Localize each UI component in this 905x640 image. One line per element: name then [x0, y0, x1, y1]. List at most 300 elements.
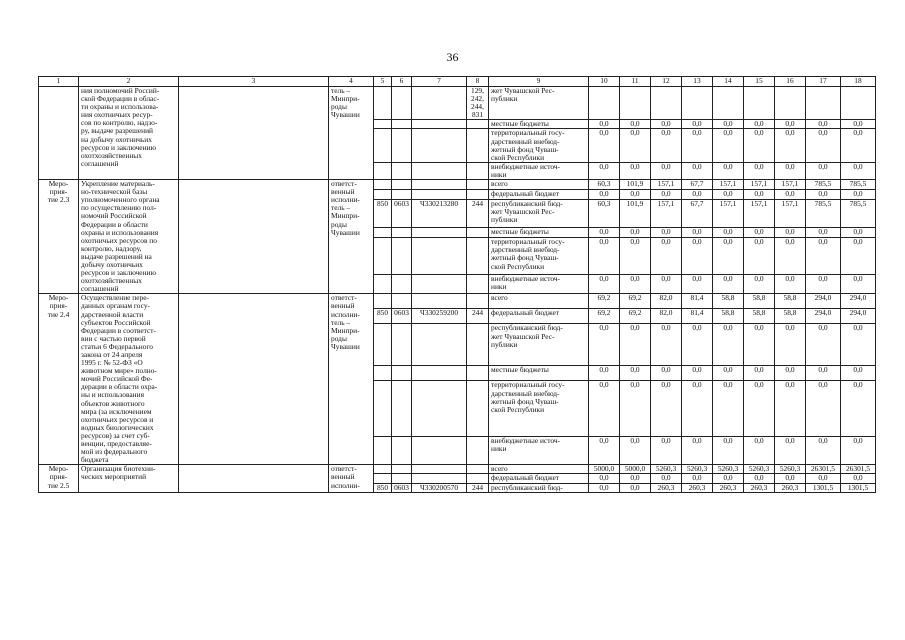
column-header: 7 [412, 77, 467, 87]
expense-type-cell [467, 120, 489, 129]
amount-cell: 0,0 [744, 275, 775, 294]
amount-cell: 0,0 [620, 474, 651, 483]
amount-cell: 0,0 [806, 120, 841, 129]
target-article-cell [412, 162, 467, 179]
target-article-cell [412, 381, 467, 436]
amount-cell: 0,0 [651, 228, 682, 238]
table-row [39, 87, 876, 120]
amount-cell: 0,0 [744, 238, 775, 275]
section-cell [392, 190, 412, 200]
grbs-cell: 850 [374, 200, 392, 228]
amount-cell: 0,0 [651, 129, 682, 162]
amount-cell: 0,0 [589, 120, 620, 129]
amount-cell: 0,0 [841, 162, 876, 179]
amount-cell: 0,0 [589, 238, 620, 275]
amount-cell: 0,0 [682, 275, 713, 294]
amount-cell: 60,3 [589, 180, 620, 190]
amount-cell: 0,0 [841, 120, 876, 129]
column-header: 12 [651, 77, 682, 87]
section-cell [392, 474, 412, 483]
amount-cell: 0,0 [775, 324, 806, 366]
amount-cell: 260,3 [775, 483, 806, 492]
column-header: 13 [682, 77, 713, 87]
amount-cell: 0,0 [775, 474, 806, 483]
amount-cell: 0,0 [841, 381, 876, 436]
amount-cell: 785,5 [806, 180, 841, 190]
amount-cell: 0,0 [651, 120, 682, 129]
target-article-cell [412, 180, 467, 190]
grbs-cell [374, 228, 392, 238]
amount-cell: 0,0 [713, 275, 744, 294]
amount-cell: 0,0 [744, 129, 775, 162]
activity-number-cell [39, 87, 79, 180]
grbs-cell [374, 162, 392, 179]
amount-cell: 0,0 [775, 275, 806, 294]
grbs-cell [374, 190, 392, 200]
grbs-cell [374, 87, 392, 120]
amount-cell: 0,0 [806, 366, 841, 381]
target-article-cell [412, 190, 467, 200]
amount-cell: 67,7 [682, 200, 713, 228]
amount-cell: 0,0 [841, 238, 876, 275]
funding-source-cell: внебюджетные источ- ники [489, 275, 589, 294]
amount-cell: 0,0 [589, 474, 620, 483]
amount-cell: 0,0 [713, 381, 744, 436]
amount-cell: 785,5 [841, 200, 876, 228]
amount-cell: 58,8 [744, 309, 775, 324]
expense-type-cell [467, 228, 489, 238]
page-number: 36 [446, 50, 459, 64]
amount-cell: 0,0 [806, 474, 841, 483]
section-cell: 0603 [392, 309, 412, 324]
amount-cell: 0,0 [589, 129, 620, 162]
target-article-cell [412, 120, 467, 129]
funding-source-cell: жет Чувашской Рес- публики [489, 87, 589, 120]
grbs-cell [374, 465, 392, 474]
funding-source-cell: местные бюджеты [489, 120, 589, 129]
grbs-cell: 850 [374, 309, 392, 324]
section-cell [392, 120, 412, 129]
amount-cell: 101,9 [620, 200, 651, 228]
funding-source-cell: территориальный госу- дарственный внебюд- жетный фонд Чуваш- ской Республики [489, 238, 589, 275]
amount-cell: 0,0 [682, 162, 713, 179]
amount-cell: 0,0 [713, 129, 744, 162]
amount-cell: 0,0 [620, 483, 651, 492]
executor-cell: ответст- венный исполни- [329, 465, 374, 492]
column-header: 11 [620, 77, 651, 87]
amount-cell: 0,0 [620, 324, 651, 366]
amount-cell: 0,0 [589, 275, 620, 294]
amount-cell: 0,0 [806, 324, 841, 366]
grbs-cell: 850 [374, 483, 392, 492]
amount-cell: 0,0 [744, 366, 775, 381]
amount-cell: 260,3 [744, 483, 775, 492]
column-header: 5 [374, 77, 392, 87]
grbs-cell [374, 436, 392, 465]
amount-cell: 294,0 [806, 309, 841, 324]
amount-cell: 157,1 [744, 200, 775, 228]
subprogram-cell [179, 180, 329, 294]
funding-source-cell: всего [489, 180, 589, 190]
amount-cell: 82,0 [651, 309, 682, 324]
target-article-cell [412, 436, 467, 465]
funding-source-cell: республиканский бюд- жет Чувашской Рес- публики [489, 200, 589, 228]
funding-source-cell: территориальный госу- дарственный внебюд- жетный фонд Чуваш- ской Республики [489, 129, 589, 162]
amount-cell: 0,0 [744, 120, 775, 129]
funding-source-cell: федеральный бюджет [489, 474, 589, 483]
table-row [39, 294, 876, 309]
column-header: 4 [329, 77, 374, 87]
header-row [39, 77, 876, 87]
subprogram-cell [179, 465, 329, 492]
amount-cell [620, 87, 651, 120]
amount-cell: 0,0 [682, 324, 713, 366]
subprogram-cell [179, 87, 329, 180]
column-header: 16 [775, 77, 806, 87]
section-cell [392, 324, 412, 366]
section-cell [392, 228, 412, 238]
amount-cell: 58,8 [713, 294, 744, 309]
amount-cell: 67,7 [682, 180, 713, 190]
amount-cell: 5260,3 [651, 465, 682, 474]
amount-cell: 0,0 [589, 381, 620, 436]
column-header: 9 [489, 77, 589, 87]
grbs-cell [374, 129, 392, 162]
amount-cell: 0,0 [806, 190, 841, 200]
target-article-cell [412, 238, 467, 275]
section-cell [392, 129, 412, 162]
target-article-cell: Ч330259200 [412, 309, 467, 324]
amount-cell: 0,0 [651, 381, 682, 436]
column-header: 17 [806, 77, 841, 87]
funding-source-cell: федеральный бюджет [489, 309, 589, 324]
funding-source-cell: всего [489, 465, 589, 474]
amount-cell [713, 87, 744, 120]
amount-cell: 0,0 [682, 474, 713, 483]
expense-type-cell [467, 294, 489, 309]
amount-cell: 157,1 [713, 180, 744, 190]
amount-cell: 0,0 [651, 162, 682, 179]
amount-cell: 0,0 [775, 366, 806, 381]
section-cell [392, 180, 412, 190]
amount-cell: 0,0 [620, 190, 651, 200]
section-cell [392, 87, 412, 120]
grbs-cell [374, 474, 392, 483]
amount-cell: 69,2 [620, 309, 651, 324]
amount-cell: 0,0 [620, 129, 651, 162]
amount-cell: 294,0 [841, 309, 876, 324]
amount-cell: 0,0 [744, 474, 775, 483]
amount-cell: 0,0 [651, 474, 682, 483]
target-article-cell [412, 228, 467, 238]
amount-cell: 260,3 [713, 483, 744, 492]
amount-cell: 26301,5 [841, 465, 876, 474]
expense-type-cell [467, 465, 489, 474]
target-article-cell: Ч330200570 [412, 483, 467, 492]
amount-cell: 58,8 [744, 294, 775, 309]
amount-cell: 0,0 [744, 324, 775, 366]
amount-cell: 0,0 [682, 238, 713, 275]
amount-cell [806, 87, 841, 120]
funding-source-cell: внебюджетные источ- ники [489, 436, 589, 465]
expense-type-cell [467, 366, 489, 381]
amount-cell: 60,3 [589, 200, 620, 228]
table-row [39, 180, 876, 190]
amount-cell: 0,0 [620, 381, 651, 436]
amount-cell: 0,0 [806, 228, 841, 238]
grbs-cell [374, 180, 392, 190]
amount-cell: 0,0 [775, 120, 806, 129]
column-header: 14 [713, 77, 744, 87]
amount-cell: 157,1 [775, 180, 806, 190]
amount-cell: 0,0 [713, 436, 744, 465]
section-cell [392, 238, 412, 275]
amount-cell: 0,0 [806, 129, 841, 162]
expense-type-cell: 244 [467, 309, 489, 324]
amount-cell: 0,0 [620, 238, 651, 275]
amount-cell: 0,0 [682, 436, 713, 465]
funding-source-cell: местные бюджеты [489, 228, 589, 238]
subprogram-cell [179, 294, 329, 465]
expense-type-cell: 129, 242, 244, 831 [467, 87, 489, 120]
amount-cell: 0,0 [744, 381, 775, 436]
column-header: 15 [744, 77, 775, 87]
activity-name-cell: ния полномочий Россий- ской Федерации в облас- ти охраны и использова- ния охотничьих ресур- сов по контролю, надзо- ру, выдаче разрешений на добычу охотничьих ресурсов и заключению охотхозяйственных соглашений [79, 87, 179, 180]
amount-cell: 81,4 [682, 309, 713, 324]
amount-cell: 785,5 [841, 180, 876, 190]
grbs-cell [374, 294, 392, 309]
section-cell: 0603 [392, 200, 412, 228]
amount-cell [589, 87, 620, 120]
amount-cell: 0,0 [651, 275, 682, 294]
amount-cell: 0,0 [589, 228, 620, 238]
amount-cell: 82,0 [651, 294, 682, 309]
section-cell [392, 294, 412, 309]
amount-cell: 0,0 [589, 324, 620, 366]
section-cell [392, 275, 412, 294]
column-header: 2 [79, 77, 179, 87]
amount-cell: 0,0 [775, 381, 806, 436]
expense-type-cell: 244 [467, 200, 489, 228]
amount-cell: 0,0 [589, 483, 620, 492]
expense-type-cell [467, 238, 489, 275]
amount-cell: 0,0 [841, 324, 876, 366]
amount-cell: 26301,5 [806, 465, 841, 474]
expense-type-cell [467, 162, 489, 179]
amount-cell: 0,0 [620, 436, 651, 465]
amount-cell: 0,0 [841, 190, 876, 200]
activity-name-cell: Организация биотехни- ческих мероприятий [79, 465, 179, 492]
amount-cell: 0,0 [841, 474, 876, 483]
amount-cell: 0,0 [713, 474, 744, 483]
amount-cell: 157,1 [713, 200, 744, 228]
expense-type-cell [467, 275, 489, 294]
expense-type-cell [467, 381, 489, 436]
amount-cell: 0,0 [841, 436, 876, 465]
section-cell [392, 465, 412, 474]
column-header: 8 [467, 77, 489, 87]
expense-type-cell [467, 129, 489, 162]
column-header: 10 [589, 77, 620, 87]
target-article-cell [412, 366, 467, 381]
grbs-cell [374, 275, 392, 294]
activity-number-cell: Меро- прия- тие 2.4 [39, 294, 79, 465]
section-cell: 0603 [392, 483, 412, 492]
expense-type-cell [467, 436, 489, 465]
section-cell [392, 381, 412, 436]
section-cell [392, 162, 412, 179]
amount-cell: 0,0 [682, 120, 713, 129]
amount-cell: 0,0 [775, 162, 806, 179]
amount-cell: 0,0 [713, 162, 744, 179]
amount-cell: 0,0 [682, 228, 713, 238]
activity-number-cell: Меро- прия- тие 2.3 [39, 180, 79, 294]
amount-cell: 260,3 [682, 483, 713, 492]
amount-cell [841, 87, 876, 120]
amount-cell: 0,0 [841, 275, 876, 294]
amount-cell: 0,0 [841, 366, 876, 381]
amount-cell: 0,0 [806, 275, 841, 294]
amount-cell: 0,0 [775, 238, 806, 275]
amount-cell: 0,0 [620, 275, 651, 294]
amount-cell: 0,0 [651, 366, 682, 381]
amount-cell: 294,0 [806, 294, 841, 309]
amount-cell: 58,8 [713, 309, 744, 324]
amount-cell: 101,9 [620, 180, 651, 190]
amount-cell: 0,0 [589, 366, 620, 381]
amount-cell: 0,0 [682, 190, 713, 200]
target-article-cell [412, 87, 467, 120]
column-header: 3 [179, 77, 329, 87]
budget-table [38, 76, 876, 493]
amount-cell: 785,5 [806, 200, 841, 228]
amount-cell: 0,0 [806, 436, 841, 465]
amount-cell: 0,0 [775, 436, 806, 465]
column-header: 18 [841, 77, 876, 87]
grbs-cell [374, 324, 392, 366]
amount-cell: 0,0 [620, 366, 651, 381]
amount-cell: 0,0 [806, 238, 841, 275]
amount-cell: 0,0 [744, 190, 775, 200]
amount-cell: 0,0 [744, 436, 775, 465]
amount-cell: 0,0 [806, 162, 841, 179]
amount-cell: 5260,3 [713, 465, 744, 474]
executor-cell: ответст- венный исполни- тель – Минпри- роды Чувашии [329, 180, 374, 294]
executor-cell: ответст- венный исполни- тель – Минпри- роды Чувашии [329, 294, 374, 465]
amount-cell: 0,0 [651, 324, 682, 366]
amount-cell: 0,0 [589, 436, 620, 465]
amount-cell: 5000,0 [589, 465, 620, 474]
amount-cell: 1301,5 [806, 483, 841, 492]
target-article-cell: Ч330213280 [412, 200, 467, 228]
target-article-cell [412, 129, 467, 162]
funding-source-cell: всего [489, 294, 589, 309]
amount-cell: 0,0 [841, 228, 876, 238]
amount-cell: 0,0 [713, 238, 744, 275]
amount-cell: 0,0 [589, 162, 620, 179]
expense-type-cell [467, 180, 489, 190]
funding-source-cell: внебюджетные источ- ники [489, 162, 589, 179]
target-article-cell [412, 465, 467, 474]
table-row [39, 465, 876, 474]
amount-cell: 0,0 [713, 366, 744, 381]
amount-cell: 81,4 [682, 294, 713, 309]
amount-cell: 0,0 [841, 129, 876, 162]
amount-cell: 260,3 [651, 483, 682, 492]
amount-cell: 0,0 [620, 120, 651, 129]
expense-type-cell [467, 324, 489, 366]
funding-source-cell: территориальный госу- дарственный внебюд- жетный фонд Чуваш- ской Республики [489, 381, 589, 436]
activity-number-cell: Меро- прия- тие 2.5 [39, 465, 79, 492]
amount-cell: 157,1 [744, 180, 775, 190]
amount-cell: 157,1 [651, 180, 682, 190]
amount-cell: 0,0 [651, 238, 682, 275]
amount-cell: 0,0 [589, 190, 620, 200]
target-article-cell [412, 324, 467, 366]
amount-cell: 5260,3 [744, 465, 775, 474]
amount-cell: 0,0 [806, 381, 841, 436]
amount-cell: 0,0 [713, 120, 744, 129]
amount-cell: 69,2 [620, 294, 651, 309]
amount-cell: 5000,0 [620, 465, 651, 474]
funding-source-cell: местные бюджеты [489, 366, 589, 381]
target-article-cell [412, 294, 467, 309]
amount-cell [775, 87, 806, 120]
amount-cell: 0,0 [713, 324, 744, 366]
amount-cell: 5260,3 [682, 465, 713, 474]
amount-cell: 157,1 [775, 200, 806, 228]
grbs-cell [374, 238, 392, 275]
grbs-cell [374, 381, 392, 436]
amount-cell [682, 87, 713, 120]
amount-cell: 0,0 [744, 162, 775, 179]
amount-cell: 5260,3 [775, 465, 806, 474]
funding-source-cell: республиканский бюд- [489, 483, 589, 492]
expense-type-cell [467, 474, 489, 483]
column-header: 6 [392, 77, 412, 87]
amount-cell: 0,0 [713, 228, 744, 238]
amount-cell: 0,0 [620, 162, 651, 179]
amount-cell: 0,0 [775, 190, 806, 200]
funding-source-cell: республиканский бюд- жет Чувашской Рес- публики [489, 324, 589, 366]
section-cell [392, 366, 412, 381]
activity-name-cell: Осуществление пере- данных органам госу- дарственной власти субъектов Российской Федерации в соответст- вии с частью первой статьи 6 Федерального закона от 24 апреля 1995 г. № 52-ФЗ «О животном мире» полно- мочий Российской Фе- дерации в области охра- ны и использования объектов животного мира (за исключением охотничьих ресурсов и водных биологических ресурсов) за счет суб- венции, предоставляе- мой из федерального бюджета [79, 294, 179, 465]
amount-cell: 157,1 [651, 200, 682, 228]
amount-cell: 0,0 [682, 381, 713, 436]
amount-cell [744, 87, 775, 120]
amount-cell: 0,0 [651, 190, 682, 200]
amount-cell: 294,0 [841, 294, 876, 309]
amount-cell: 69,2 [589, 294, 620, 309]
amount-cell: 0,0 [713, 190, 744, 200]
amount-cell: 0,0 [620, 228, 651, 238]
amount-cell: 58,8 [775, 309, 806, 324]
amount-cell: 0,0 [651, 436, 682, 465]
activity-name-cell: Укрепление материаль- но-технической базы уполномоченного органа по осуществлению пол- номочий Российской Федерации в области охраны и использования охотничьих ресурсов по контролю, надзору, выдаче разрешений на добычу охотничьих ресурсов и заключению охотхозяйственных соглашений [79, 180, 179, 294]
amount-cell: 58,8 [775, 294, 806, 309]
target-article-cell [412, 275, 467, 294]
funding-source-cell: федеральный бюджет [489, 190, 589, 200]
target-article-cell [412, 474, 467, 483]
amount-cell: 0,0 [775, 228, 806, 238]
amount-cell: 69,2 [589, 309, 620, 324]
column-header: 1 [39, 77, 79, 87]
amount-cell: 0,0 [682, 129, 713, 162]
section-cell [392, 436, 412, 465]
amount-cell [651, 87, 682, 120]
amount-cell: 1301,5 [841, 483, 876, 492]
grbs-cell [374, 120, 392, 129]
